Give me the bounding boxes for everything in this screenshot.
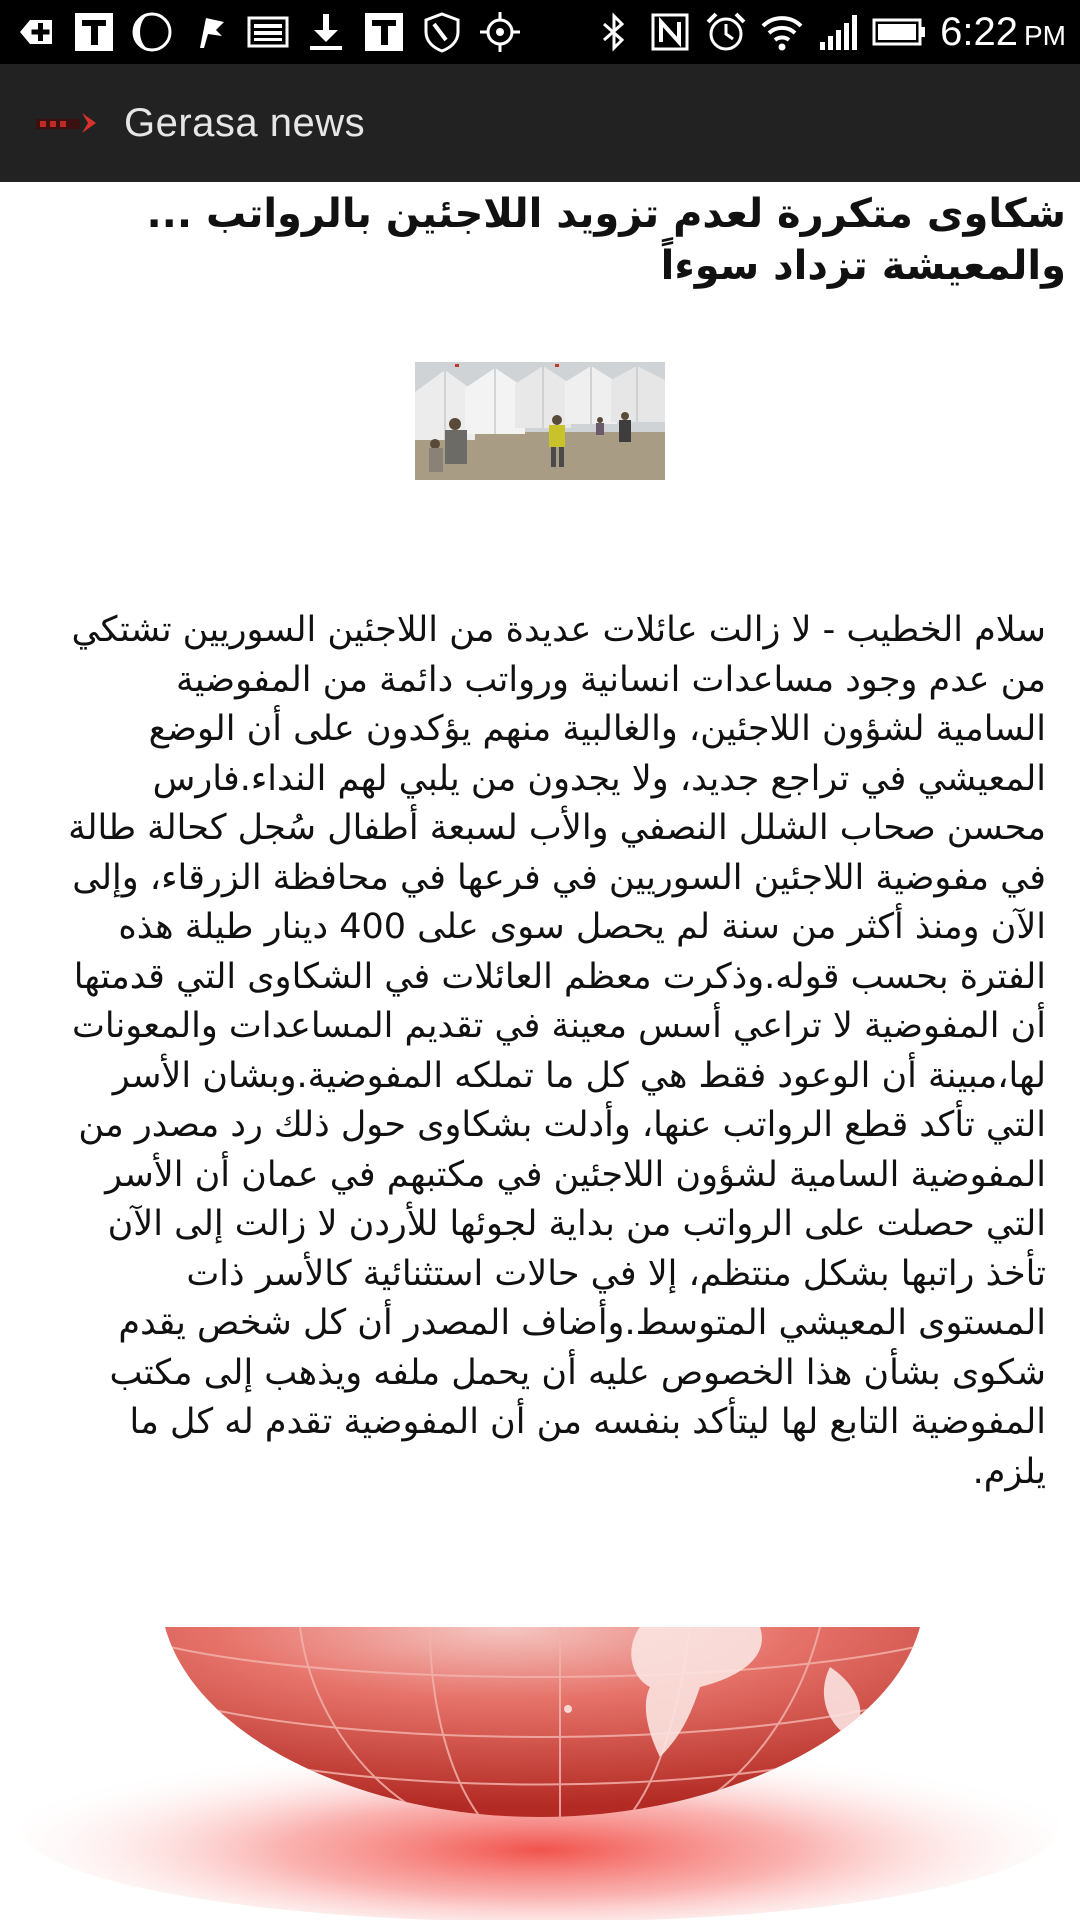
alarm-icon: [704, 10, 748, 54]
article: [0, 182, 1080, 1627]
battery-icon: [872, 10, 928, 54]
download-icon: [304, 10, 348, 54]
clock-time: 6:22: [940, 9, 1018, 54]
image-icon: [246, 10, 290, 54]
globe-banner: [0, 1627, 1080, 1920]
article-body: سلام الخطيب - لا زالت عائلات عديدة من اللاجئين السوريين تشتكي من عدم وجود مساعدات انسانية ورواتب دائمة من المفوضية السامية لشؤون اللاجئين، والغالبية منهم يؤكدون على أن الوضع المعيشي في تراجع جديد، ولا يجدون من يلبي لهم النداء.فارس محسن صحاب الشلل النصفي والأب لسبعة أطفال سُجل كحالة طالة في مفوضية اللاجئين السوريين في فرعها في محافظة الزرقاء، وإلى الآن ومنذ أكثر من سنة لم يحصل سوى على 400 دينار طيلة هذه الفترة بحسب قوله.وذكرت معظم العائلات في الشكاوى التي قدمتها أن المفوضية لا تراعي أسس معينة في تقديم المساعدات والمعونات لها،مبينة أن الوعود فقط هي كل ما تملكه المفوضية.وبشان الأسر التي تأكد قطع الرواتب عنها، وأدلت بشكاوى حول ذلك رد مصدر من المفوضية السامية لشؤون اللاجئين في مكتبهم في عمان أن الأسر التي حصلت على الرواتب من بداية لجوئها للأردن لا زالت إلى الآن تأخذ راتبها بشكل منتظم، إلا في حالات استثنائية كالأسر ذات المستوى المعيشي المتوسط.وأضاف المصدر أن كل شخص يقدم شكوى بشأن هذا الخصوص عليه أن يحمل ملفه ويذهب إلى مكتب المفوضية التابع لها ليتأكد بنفسه من أن المفوضية تقدم له كل ما يلزم.: [68, 610, 1046, 1492]
notification-icons: [14, 10, 592, 54]
nfc-icon: [648, 10, 692, 54]
signal-icon: [816, 10, 860, 54]
bluetooth-icon: [592, 10, 636, 54]
flag-icon: [188, 10, 232, 54]
system-icons: [592, 10, 1066, 55]
app-title: Gerasa news: [124, 100, 366, 145]
clock-ampm: PM: [1024, 19, 1066, 51]
plus-circle-icon: [14, 10, 58, 54]
article-headline: شكاوى متكررة لعدم تزويد اللاجئين بالرواتب ... والمعيشة تزداد سوءاً: [146, 191, 1066, 289]
refugee-camp-image[interactable]: [415, 362, 665, 480]
shield-icon: [420, 10, 464, 54]
red-globe-graphic: [0, 1627, 1080, 1920]
clock: [940, 10, 1066, 55]
gerasa-logo-icon[interactable]: [34, 105, 110, 141]
status-bar: [0, 0, 1080, 64]
action-bar: [0, 64, 1080, 182]
crosshair-icon: [478, 10, 522, 54]
t-app-icon: [72, 10, 116, 54]
moon-icon: [130, 10, 174, 54]
wifi-icon: [760, 10, 804, 54]
t-app-icon: [362, 10, 406, 54]
